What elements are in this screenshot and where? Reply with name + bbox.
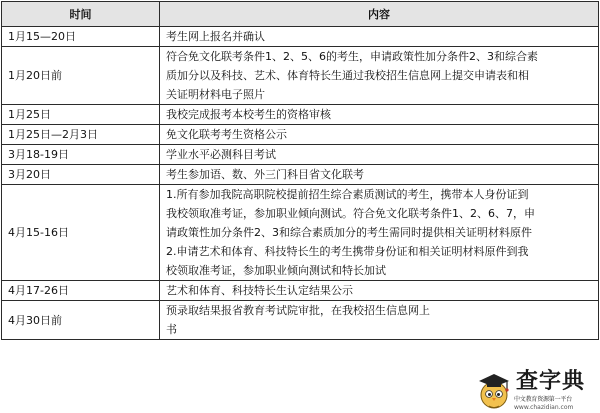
time-cell: 1月25日 <box>2 105 160 125</box>
header-content: 内容 <box>160 2 599 27</box>
time-cell: 4月17-26日 <box>2 281 160 301</box>
content-line: 学业水平必测科目考试 <box>166 148 276 161</box>
table-row <box>2 165 599 185</box>
content-cell <box>160 47 599 105</box>
content-line: 1.所有参加我院高职院校提前招生综合素质测试的考生，携带本人身份证到 <box>166 188 529 201</box>
table-row <box>2 281 599 301</box>
content-line: 符合免文化联考条件1、2、5、6的考生，申请政策性加分条件2、3和综合素 <box>166 50 538 63</box>
time-cell: 3月18-19日 <box>2 145 160 165</box>
table-body <box>2 27 599 340</box>
content-cell <box>160 105 599 125</box>
table-row <box>2 185 599 281</box>
content-line: 请政策性加分条件2、3和综合素质加分的考生需同时提供相关证明材料原件 <box>166 226 532 239</box>
time-cell: 4月30日前 <box>2 301 160 340</box>
content-line: 校领取准考证，参加职业倾向测试和特长加试 <box>166 264 386 277</box>
time-cell: 1月25日—2月3日 <box>2 125 160 145</box>
table-row <box>2 125 599 145</box>
admission-schedule-table <box>1 1 599 340</box>
content-cell <box>160 27 599 47</box>
table-row <box>2 27 599 47</box>
content-line: 考生参加语、数、外三门科目省文化联考 <box>166 168 364 181</box>
content-line: 2.申请艺术和体育、科技特长生的考生携带身份证和相关证明材料原件到我 <box>166 245 529 258</box>
content-line: 关证明材料电子照片 <box>166 88 265 101</box>
watermark-tagline: 中文教育资源第一平台 <box>514 396 573 403</box>
table-header-row <box>2 2 599 27</box>
time-cell: 3月20日 <box>2 165 160 185</box>
content-cell <box>160 301 599 340</box>
content-line: 书 <box>166 323 177 336</box>
content-line: 预录取结果报省教育考试院审批，在我校招生信息网上 <box>166 304 430 317</box>
content-line: 我校完成报考本校考生的资格审核 <box>166 108 331 121</box>
graduate-mascot-icon <box>476 370 512 410</box>
content-line: 考生网上报名并确认 <box>166 30 265 43</box>
watermark-brand-name: 查字典 <box>516 369 586 394</box>
watermark-url: www.chazidian.com <box>514 404 574 411</box>
table-row <box>2 47 599 105</box>
content-cell <box>160 125 599 145</box>
content-line: 我校领取准考证，参加职业倾向测试。符合免文化联考条件1、2、6、7，申 <box>166 207 535 220</box>
table-row <box>2 145 599 165</box>
content-cell <box>160 185 599 281</box>
time-cell: 1月20日前 <box>2 47 160 105</box>
content-cell <box>160 165 599 185</box>
time-cell: 1月15—20日 <box>2 27 160 47</box>
content-line: 质加分以及科技、艺术、体育特长生通过我校招生信息网上提交申请表和相 <box>166 69 529 82</box>
header-time: 时间 <box>2 2 160 27</box>
chazidian-watermark <box>470 368 598 412</box>
table-row <box>2 105 599 125</box>
content-line: 免文化联考考生资格公示 <box>166 128 287 141</box>
content-line: 艺术和体育、科技特长生认定结果公示 <box>166 284 353 297</box>
time-cell: 4月15-16日 <box>2 185 160 281</box>
content-cell <box>160 281 599 301</box>
table-row <box>2 301 599 340</box>
content-cell <box>160 145 599 165</box>
